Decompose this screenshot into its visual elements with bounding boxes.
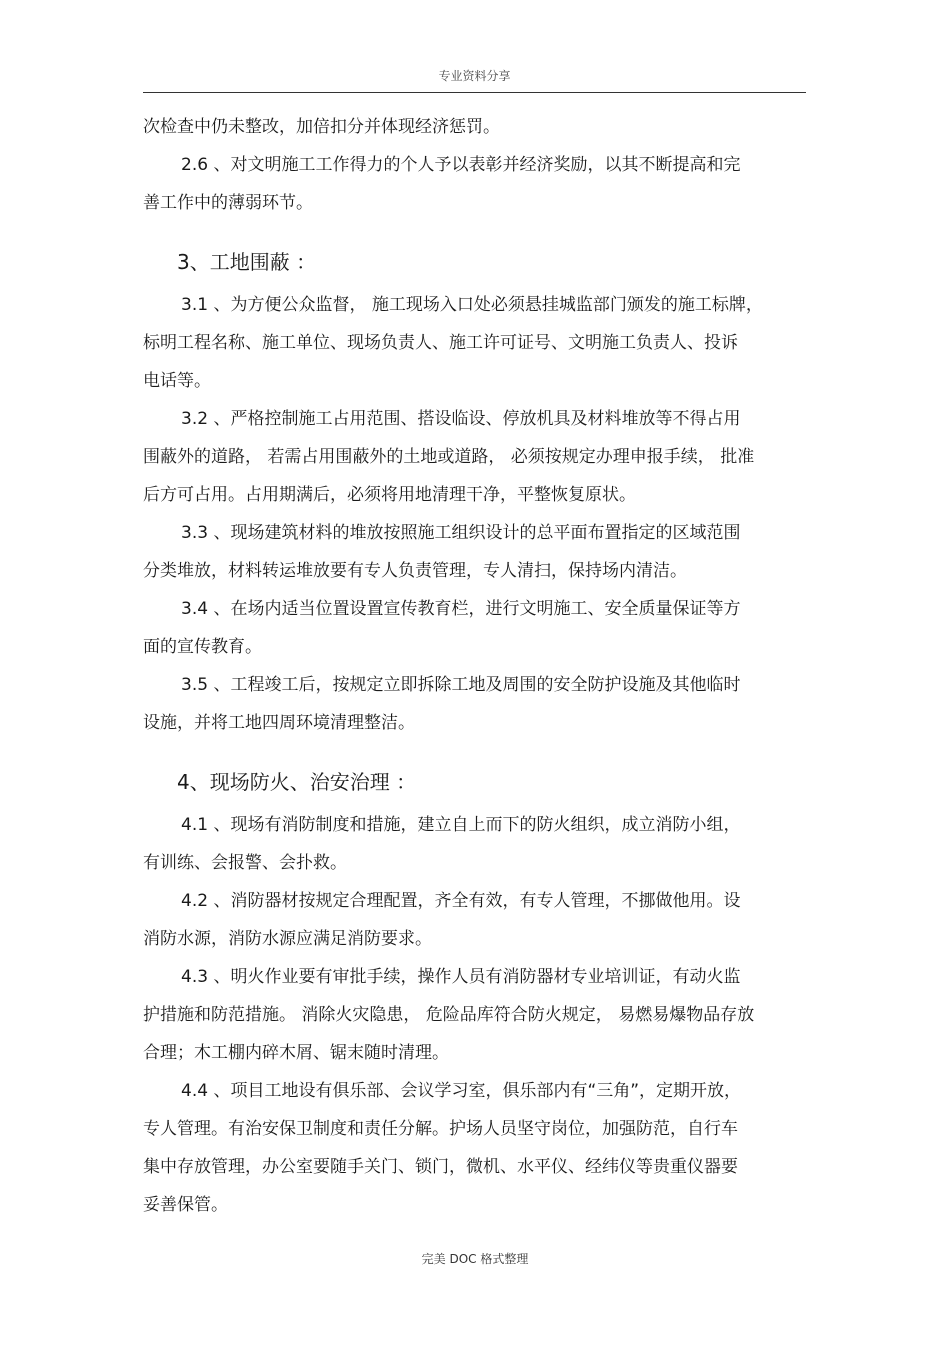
text-line: 设施，并将工地四周环境清理整洁。: [143, 713, 415, 733]
page-header: 专业资料分享: [143, 66, 806, 93]
paragraph-continuation: [143, 108, 813, 146]
text-line: 3.1 、为方便公众监督， 施工现场入口处必须悬挂城监部门颁发的施工标牌，: [181, 295, 763, 315]
text-line: 4.3 、明火作业要有审批手续，操作人员有消防器材专业培训证，有动火监: [181, 967, 741, 987]
paragraph-3-3: [143, 514, 813, 590]
text-line: 妥善保管。: [143, 1195, 228, 1215]
text-line: 分类堆放，材料转运堆放要有专人负责管理，专人清扫，保持场内清洁。: [143, 561, 687, 581]
text-line: 有训练、会报警、会扑救。: [143, 853, 347, 873]
paragraph-4-1: [143, 806, 813, 882]
paragraph-3-2: [143, 400, 813, 514]
text-line: 集中存放管理，办公室要随手关门、锁门，微机、水平仪、经纬仪等贵重仪器要: [143, 1157, 738, 1177]
paragraph-4-4: [143, 1072, 813, 1224]
text-line: 标明工程名称、施工单位、现场负责人、施工许可证号、文明施工负责人、投诉: [143, 333, 738, 353]
text-line: 后方可占用。占用期满后，必须将用地清理干净，平整恢复原状。: [143, 485, 636, 505]
text-line: 电话等。: [143, 371, 211, 391]
text-line: 面的宣传教育。: [143, 637, 262, 657]
text-line: 消防水源，消防水源应满足消防要求。: [143, 929, 432, 949]
paragraph-4-2: [143, 882, 813, 958]
text-line: 次检查中仍未整改，加倍扣分并体现经济惩罚。: [143, 117, 500, 137]
text-line: 善工作中的薄弱环节。: [143, 193, 313, 213]
paragraph-4-3: [143, 958, 813, 1072]
text-line: 3.3 、现场建筑材料的堆放按照施工组织设计的总平面布置指定的区域范围: [181, 523, 741, 543]
text-line: 4.4 、项目工地设有俱乐部、会议学习室，俱乐部内有“三角”，定期开放，: [181, 1081, 742, 1101]
paragraph-3-5: [143, 666, 813, 742]
page-footer: 完美 DOC 格式整理: [421, 1252, 529, 1266]
text-line: 3.5 、工程竣工后，按规定立即拆除工地及周围的安全防护设施及其他临时: [181, 675, 741, 695]
paragraph-3-1: [143, 286, 813, 400]
document-body: [143, 108, 813, 1224]
text-line: 4.1 、现场有消防制度和措施，建立自上而下的防火组织，成立消防小组，: [181, 815, 741, 835]
text-line: 3.4 、在场内适当位置设置宣传教育栏，进行文明施工、安全质量保证等方: [181, 599, 741, 619]
paragraph-2-6: [143, 146, 813, 222]
text-line: 围蔽外的道路， 若需占用围蔽外的土地或道路， 必须按规定办理申报手续， 批准: [143, 447, 755, 467]
text-line: 3.2 、严格控制施工占用范围、搭设临设、停放机具及材料堆放等不得占用: [181, 409, 741, 429]
paragraph-3-4: [143, 590, 813, 666]
text-line: 护措施和防范措施。 消除火灾隐患， 危险品库符合防火规定， 易燃易爆物品存放: [143, 1005, 755, 1025]
text-line: 4.2 、消防器材按规定合理配置，齐全有效，有专人管理，不挪做他用。设: [181, 891, 741, 911]
text-line: 专人管理。有治安保卫制度和责任分解。护场人员坚守岗位，加强防范，自行车: [143, 1119, 738, 1139]
section-heading-3: 3、工地围蔽 ：: [177, 250, 317, 274]
text-line: 合理；木工棚内碎木屑、锯末随时清理。: [143, 1043, 449, 1063]
section-heading-4: 4、现场防火、治安治理 ：: [177, 770, 417, 794]
text-line: 2.6 、对文明施工工作得力的个人予以表彰并经济奖励，以其不断提高和完: [181, 155, 741, 175]
